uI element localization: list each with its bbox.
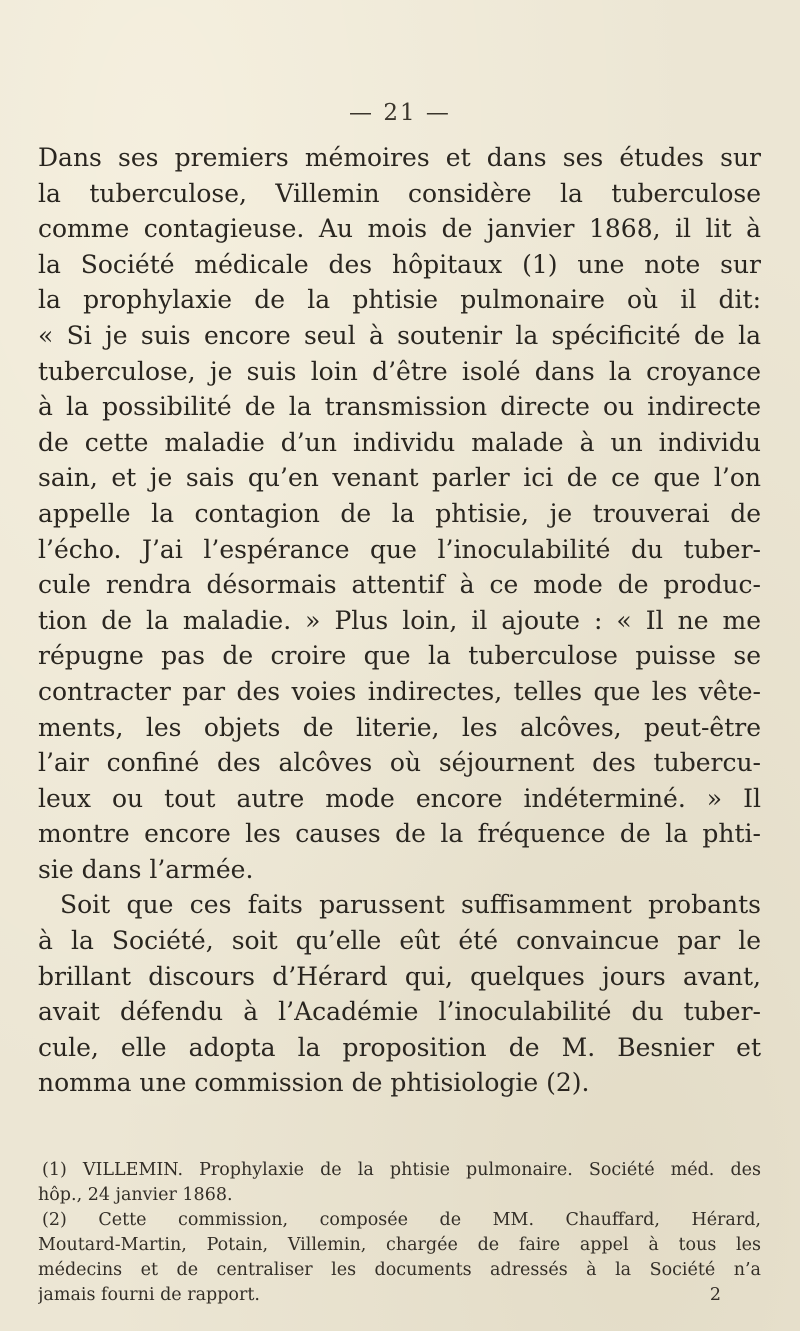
text-line: cule, elle adopta la proposition de M. Besnier et <box>38 1032 761 1062</box>
footnote-line <box>38 1283 761 1308</box>
footnotes <box>38 1158 761 1308</box>
text-line: brillant discours d’Hérard qui, quelques jours avant, <box>38 961 761 991</box>
footnote-line: Moutard-Martin, Potain, Villemin, chargée de faire appel à tous les <box>38 1235 761 1255</box>
footnote-line: (1) VILLEMIN. Prophylaxie de la phtisie pulmonaire. Société méd. des <box>42 1160 761 1180</box>
text-line: sie dans l’armée. <box>38 854 254 884</box>
text-line: « Si je suis encore seul à soutenir la spécificité de la <box>38 320 761 350</box>
signature-mark: 2 <box>709 1285 721 1305</box>
text-line: tuberculose, je suis loin d’être isolé dans la croyance <box>38 356 761 386</box>
text-line: la prophylaxie de la phtisie pulmonaire où il dit: <box>38 285 761 315</box>
text-line: l’écho. J’ai l’espérance que l’inoculabilité du tuber- <box>38 534 761 564</box>
page-number: — 21 — <box>349 100 451 126</box>
text-line: avait défendu à l’Académie l’inoculabilité du tuber- <box>38 997 761 1027</box>
body-text <box>38 140 761 1101</box>
text-line: Soit que ces faits parussent suffisamment probants <box>60 890 761 920</box>
text-line: nomma une commission de phtisiologie (2). <box>38 1068 590 1098</box>
text-line: la tuberculose, Villemin considère la tuberculose <box>38 178 761 208</box>
text-line: tion de la maladie. » Plus loin, il ajoute : « Il ne me <box>38 605 761 635</box>
text-line: l’air confiné des alcôves où séjournent des tubercu- <box>38 748 761 778</box>
footnote-line: hôp., 24 janvier 1868. <box>38 1185 233 1205</box>
text-line: comme contagieuse. Au mois de janvier 1868, il lit à <box>38 214 761 244</box>
text-line: Dans ses premiers mémoires et dans ses études sur <box>38 143 761 172</box>
text-line: à la Société, soit qu’elle eût été convaincue par le <box>38 926 761 956</box>
text-line: leux ou tout autre mode encore indéterminé. » Il <box>38 783 761 813</box>
text-line: sain, et je sais qu’en venant parler ici de ce que l’on <box>38 463 761 493</box>
text-line: répugne pas de croire que la tuberculose puisse se <box>38 641 761 671</box>
footnote-line: (2) Cette commission, composée de MM. Chauffard, Hérard, <box>42 1210 761 1230</box>
text-line: cule rendra désormais attentif à ce mode de produc- <box>38 570 761 600</box>
text-line: à la possibilité de la transmission directe ou indirecte <box>38 392 761 422</box>
text-line: ments, les objets de literie, les alcôves, peut-être <box>38 712 761 742</box>
text-line: contracter par des voies indirectes, telles que les vête- <box>38 676 761 706</box>
text-line: la Société médicale des hôpitaux (1) une note sur <box>38 249 761 279</box>
text-line: de cette maladie d’un individu malade à un individu <box>38 427 761 457</box>
text-line: appelle la contagion de la phtisie, je trouverai de <box>38 498 761 528</box>
text-line: montre encore les causes de la fréquence de la phti- <box>38 819 761 849</box>
footnote-line: médecins et de centraliser les documents adressés à la Société n’a <box>38 1260 761 1280</box>
footnote-text: jamais fourni de rapport. <box>38 1285 260 1305</box>
